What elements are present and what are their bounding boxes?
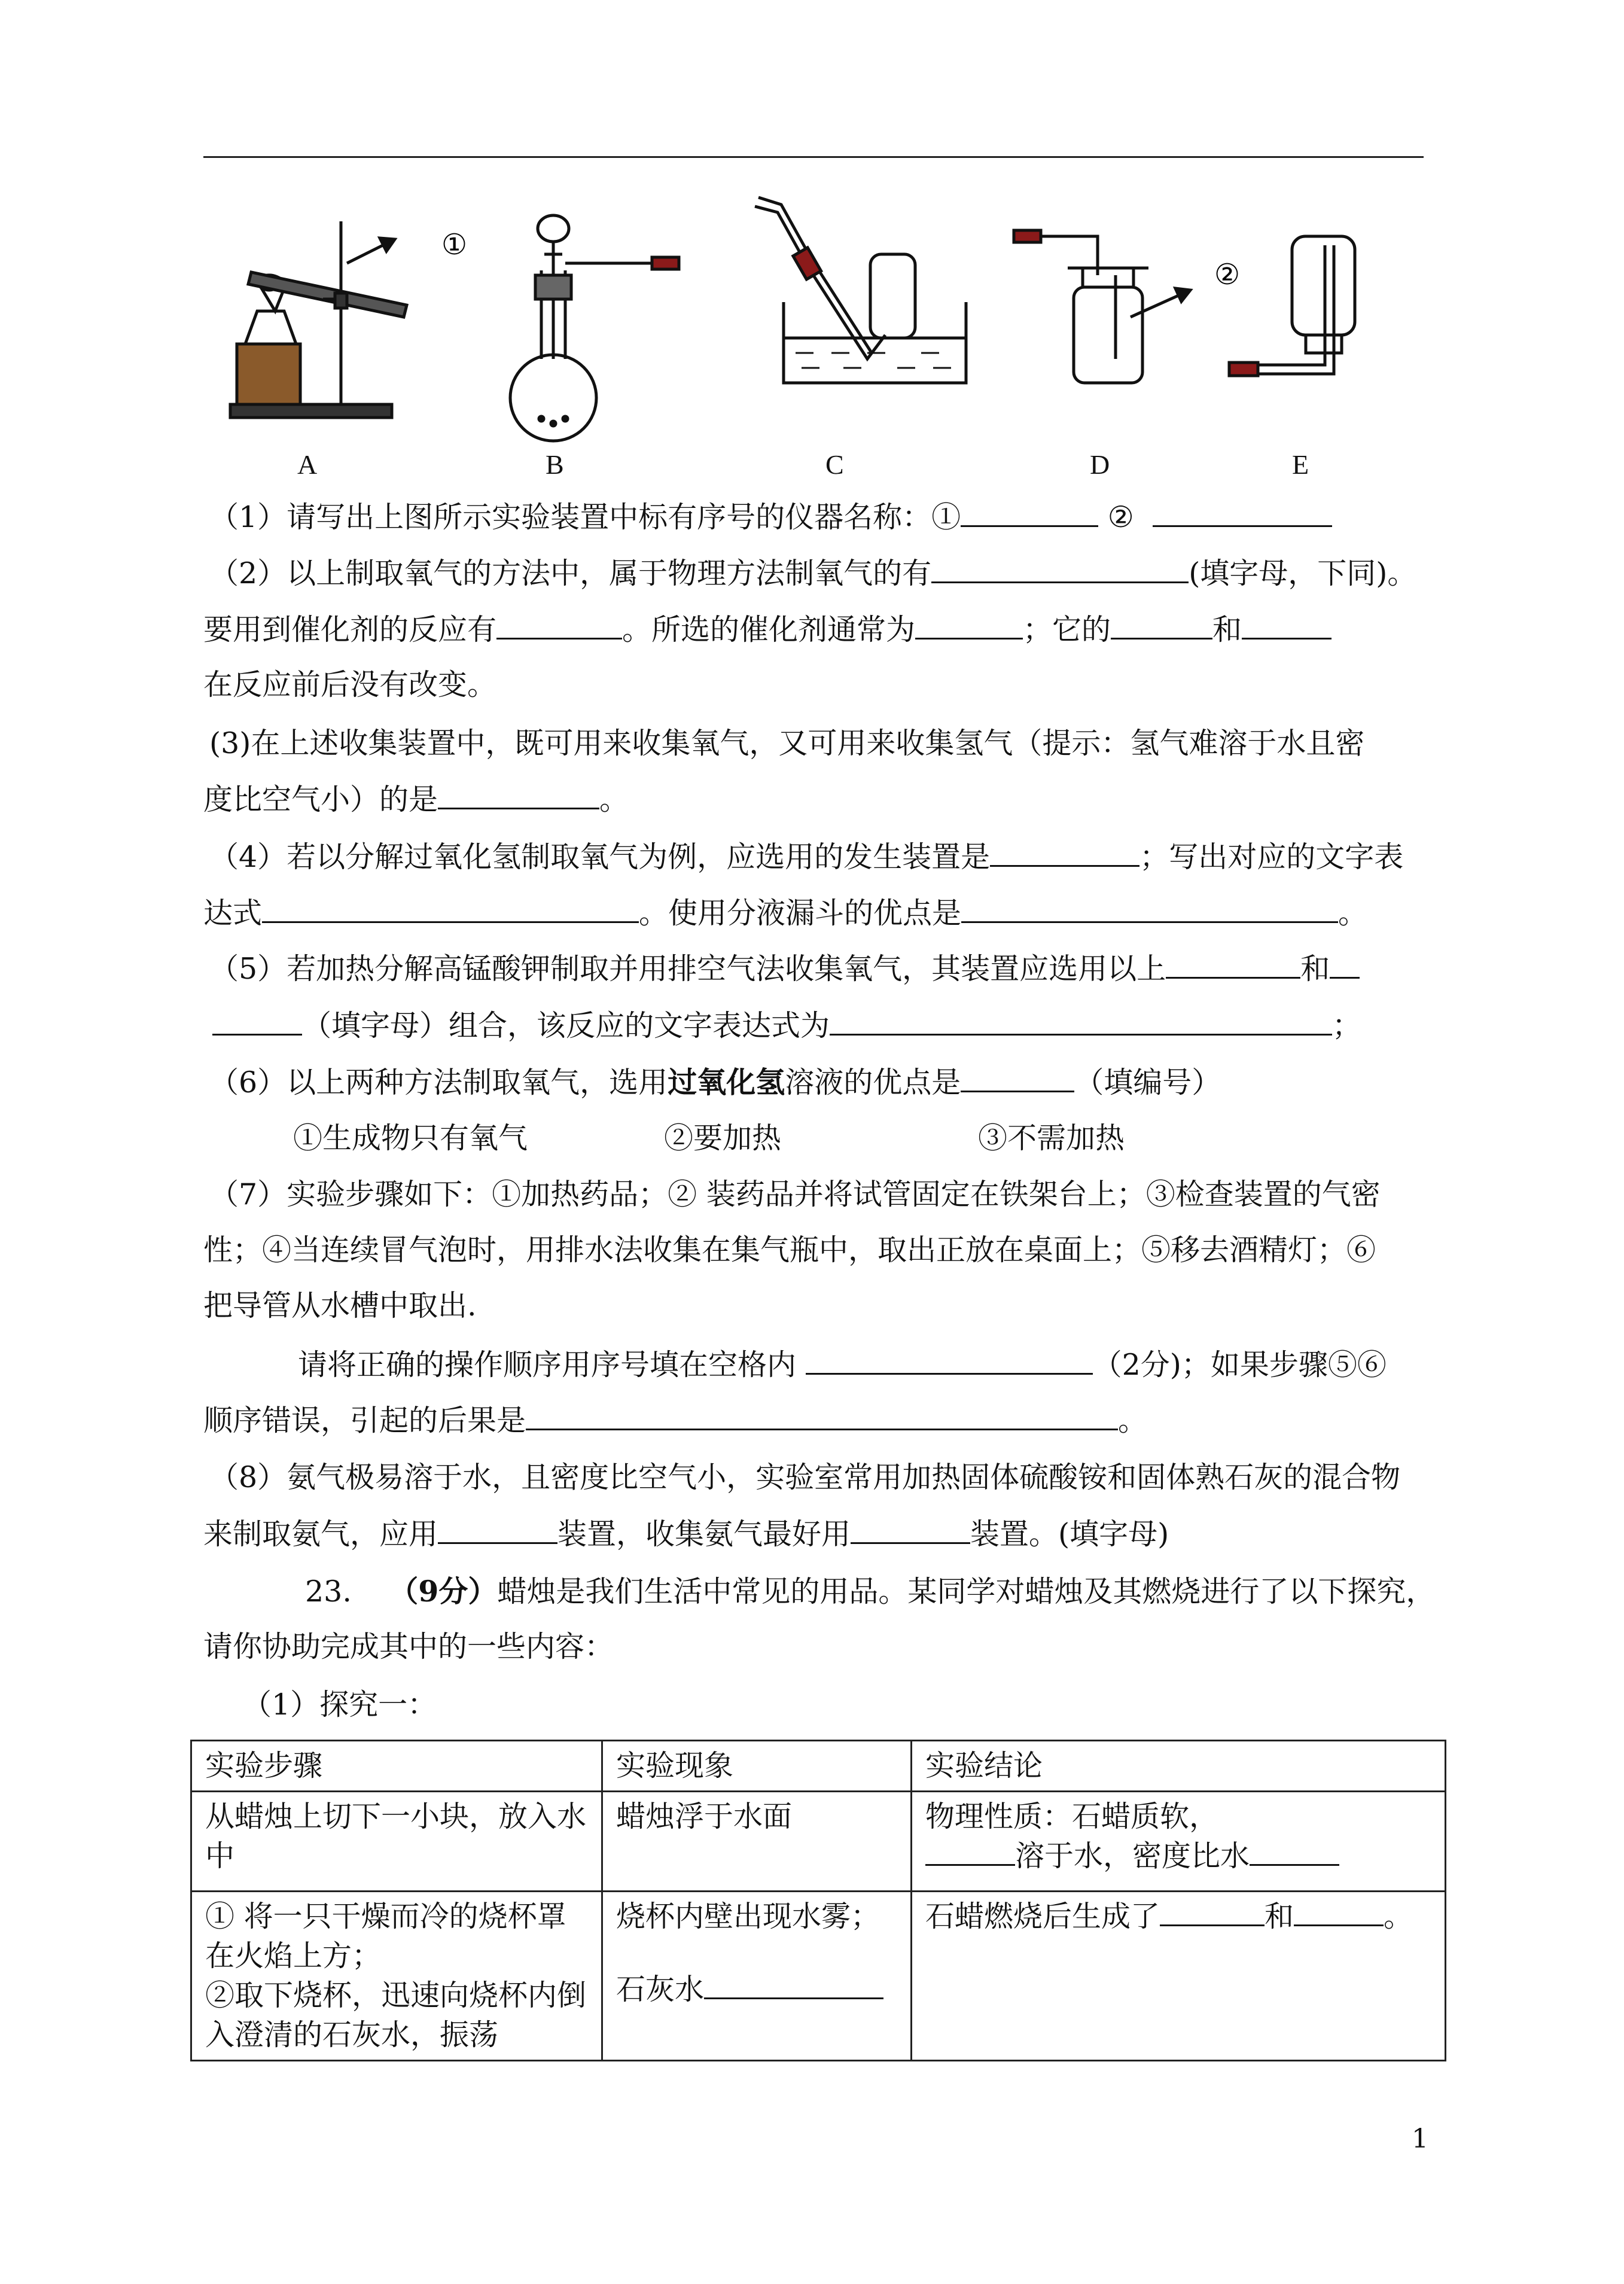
q2-text-6: 和: [1212, 613, 1242, 647]
q2-blank[interactable]: [931, 556, 1189, 583]
q2-blank-2[interactable]: [496, 613, 622, 639]
apparatus-figure: [0, 179, 1624, 514]
q3-text-2: 。: [599, 782, 629, 817]
q4-text-3: 达式: [203, 896, 263, 930]
q1-line: [209, 500, 1332, 535]
r2c3-text-3: 。: [1384, 1899, 1413, 1933]
q2-blank-3[interactable]: [915, 613, 1023, 639]
table-cell: 蜡烛浮于水面: [602, 1792, 912, 1892]
q4-blank-3[interactable]: [961, 896, 1338, 923]
table-header-row: [191, 1741, 1446, 1792]
r1c3-text: 溶于水，密度比水: [1015, 1839, 1250, 1873]
q7-text-3: 顺序错误，引起的后果是: [203, 1403, 526, 1438]
label-d: D: [1090, 449, 1110, 480]
q8-text: 来制取氨气，应用: [203, 1517, 438, 1551]
r1c3-line-1: 物理性质：石蜡质软，: [925, 1799, 1219, 1834]
label-e: E: [1292, 449, 1309, 480]
q5-line: [209, 951, 1360, 987]
apparatus-a: [230, 221, 407, 418]
q8-line: （8）氨气极易溶于水，且密度比空气小，实验室常用加热固体硫酸铵和固体熟石灰的混合物: [209, 1460, 1401, 1494]
r2c2-line-2: [616, 1970, 897, 2009]
r1c3-line-2: [925, 1837, 1431, 1876]
q23-points: （9分）: [389, 1574, 498, 1609]
q3-line: (3)在上述收集装置中，既可用来收集氧气，又可用来收集氢气（提示：氢气难溶于水且密: [209, 726, 1365, 760]
q7-line-4: [298, 1347, 1387, 1383]
q2-line-2: [203, 612, 1332, 648]
q6-option-3: ③不需加热: [978, 1121, 1125, 1155]
r1c3-blank-1[interactable]: [925, 1839, 1015, 1866]
q8-text-3: 装置。(填字母): [970, 1517, 1169, 1551]
table-header-conclusion: 实验结论: [912, 1741, 1446, 1792]
table-cell: [602, 1892, 912, 2061]
q2-text: （2）以上制取氧气的方法中，属于物理方法制氧气的有: [209, 556, 932, 590]
q5-blank-3[interactable]: [830, 1009, 1332, 1036]
experiment-table: [190, 1740, 1446, 2061]
q2-line-3: 在反应前后没有改变。: [203, 668, 497, 702]
q1-text-2: ②: [1098, 500, 1134, 534]
apparatus-b: [510, 215, 679, 441]
q7-text-4: 。: [1118, 1403, 1148, 1438]
q6-option-2: ②要加热: [664, 1121, 782, 1155]
q8-blank-2[interactable]: [851, 1517, 970, 1544]
q7-line-5: [203, 1403, 1147, 1439]
q3-text: 度比空气小）的是: [203, 782, 438, 817]
q5-blank-2a[interactable]: [1330, 952, 1360, 979]
q1-blank-2[interactable]: [1153, 500, 1332, 527]
q2-line: [209, 556, 1416, 592]
q23-line: [305, 1573, 1435, 1610]
q4-text-2: ；写出对应的文字表: [1139, 840, 1404, 874]
q4-text: （4）若以分解过氧化氢制取氧气为例，应选用的发生装置是: [209, 840, 991, 874]
r2c2-blank[interactable]: [704, 1972, 883, 1999]
q7-line-2: 性；④当连续冒气泡时，用排水法收集在集气瓶中，取出正放在桌面上；⑤移去酒精灯；⑥: [203, 1233, 1376, 1267]
q5-text-3: （填字母）组合，该反应的文字表达式为: [302, 1009, 830, 1043]
r2c3-text-2: 和: [1265, 1899, 1294, 1933]
table-cell: [912, 1792, 1446, 1892]
q6-text: （6）以上两种方法制取氧气，选用: [209, 1065, 668, 1100]
page-number: 1: [1412, 2124, 1428, 2154]
table-cell: 从蜡烛上切下一小块，放入水中: [191, 1792, 602, 1892]
q7-blank-2[interactable]: [526, 1403, 1118, 1430]
q2-blank-5[interactable]: [1242, 613, 1332, 639]
q4-line-2: [203, 896, 1367, 931]
r2c3-blank-1[interactable]: [1160, 1899, 1265, 1926]
table-row: [191, 1792, 1446, 1892]
q4-blank[interactable]: [990, 840, 1139, 867]
q2-text-4: 。所选的催化剂通常为: [622, 613, 916, 647]
r2c3-blank-2[interactable]: [1294, 1899, 1384, 1926]
top-rule: [203, 156, 1424, 158]
r2c1-line-1: ① 将一只干燥而冷的烧杯罩在火焰上方；: [205, 1899, 566, 1973]
q4-blank-2[interactable]: [262, 896, 639, 923]
q7-blank[interactable]: [806, 1348, 1093, 1375]
q7-text-2: （2分)；如果步骤⑤⑥: [1092, 1348, 1387, 1382]
q2-blank-4[interactable]: [1111, 613, 1212, 639]
r2c1-line-2: ②取下烧杯，迅速向烧杯内倒入澄清的石灰水，振荡: [205, 1978, 587, 2052]
q7-line: （7）实验步骤如下：①加热药品；② 装药品并将试管固定在铁架台上；③检查装置的气密: [209, 1177, 1381, 1211]
q8-blank[interactable]: [438, 1517, 557, 1544]
table-cell: [912, 1892, 1446, 2061]
q6-blank[interactable]: [961, 1065, 1074, 1092]
label-a: A: [297, 449, 318, 480]
r1c3-blank-2[interactable]: [1250, 1839, 1339, 1866]
table-row: [191, 1892, 1446, 2061]
q2-text-3: 要用到催化剂的反应有: [203, 613, 497, 647]
q3-blank[interactable]: [438, 782, 599, 809]
apparatus-d: [1014, 230, 1190, 383]
q5-line-2: [212, 1008, 1361, 1044]
q23-number: 23.: [305, 1575, 352, 1609]
callout-2: ②: [1214, 258, 1241, 291]
q6-bold-text: 过氧化氢: [668, 1065, 785, 1100]
q8-line-2: [203, 1516, 1169, 1552]
table-header-steps: 实验步骤: [191, 1741, 602, 1792]
q2-text-2: (填字母，下同)。: [1189, 556, 1417, 590]
q23-line-2: 请你协助完成其中的一些内容：: [203, 1630, 614, 1664]
table-header-phenomena: 实验现象: [602, 1741, 912, 1792]
q3-line-2: [203, 782, 629, 818]
q2-text-5: ；它的: [1023, 613, 1111, 647]
q4-text-4: 。使用分液漏斗的优点是: [639, 896, 962, 930]
q1-blank-1[interactable]: [961, 500, 1098, 527]
q6-text-3: （填编号）: [1074, 1065, 1221, 1100]
callout-1: ①: [441, 228, 468, 261]
q8-text-2: 装置，收集氨气最好用: [557, 1517, 851, 1551]
q23-text: 蜡烛是我们生活中常见的用品。某同学对蜡烛及其燃烧进行了以下探究，: [497, 1575, 1436, 1609]
q6-text-2: 溶液的优点是: [785, 1065, 961, 1100]
q6-line: [209, 1064, 1221, 1101]
q1-text: （1）请写出上图所示实验装置中标有序号的仪器名称：①: [209, 500, 961, 534]
q4-line: [209, 839, 1403, 875]
q5-text-4: ；: [1332, 1009, 1362, 1043]
q4-text-5: 。: [1338, 896, 1368, 930]
r2c2-line-1: 烧杯内壁出现水雾；: [616, 1899, 880, 1933]
r2c3-text: 石蜡燃烧后生成了: [925, 1899, 1160, 1933]
q23-sub-1: （1）探究一：: [242, 1688, 437, 1722]
q5-text: （5）若加热分解高锰酸钾制取并用排空气法收集氧气，其装置应选用以上: [209, 952, 1166, 986]
label-c: C: [825, 449, 844, 480]
r2c3-line-1: [925, 1897, 1431, 1936]
r2c2-text: 石灰水: [616, 1972, 705, 2006]
label-b: B: [546, 449, 564, 480]
q7-text: 请将正确的操作顺序用序号填在空格内: [298, 1348, 806, 1382]
q5-blank-2b[interactable]: [212, 1009, 302, 1036]
apparatus-e: [1229, 236, 1355, 376]
q5-blank[interactable]: [1166, 952, 1300, 979]
q6-option-1: ①生成物只有氧气: [293, 1121, 528, 1155]
q7-line-3: 把导管从水槽中取出.: [203, 1289, 477, 1323]
q5-text-2: 和: [1300, 952, 1330, 986]
table-cell: [191, 1892, 602, 2061]
apparatus-c: [755, 197, 966, 383]
